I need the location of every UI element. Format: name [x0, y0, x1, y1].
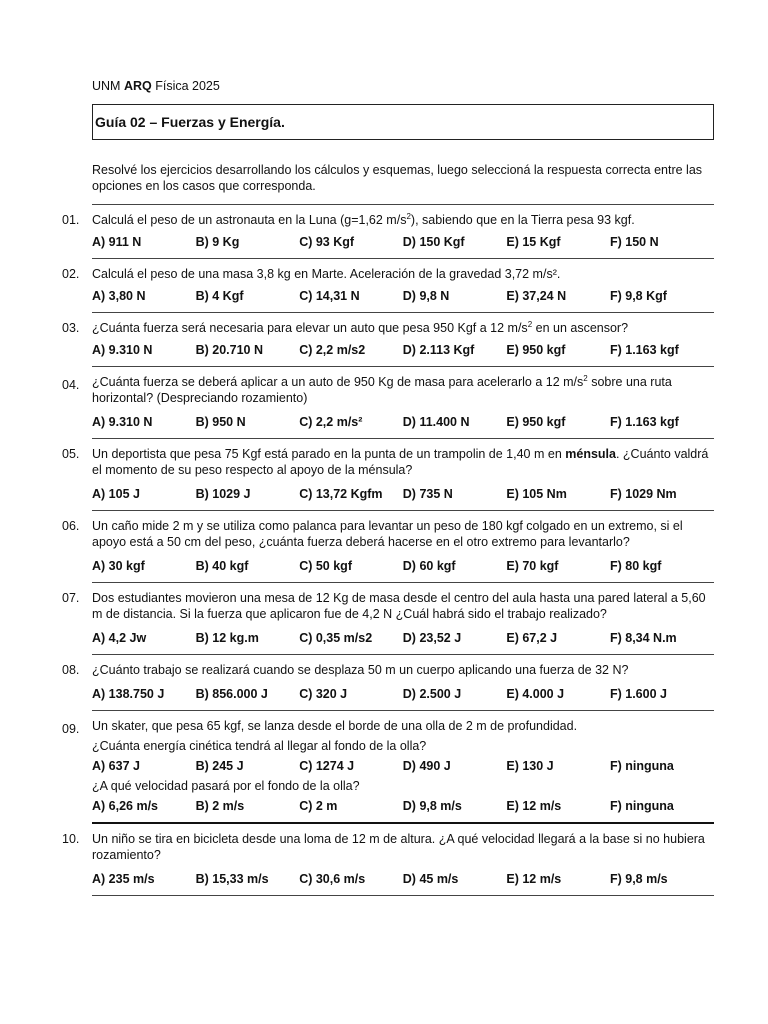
option-b: B) 20.710 N	[195, 343, 263, 357]
option-d: D) 2.500 J	[402, 687, 462, 701]
question-number: 03.	[62, 321, 80, 335]
option-e: E) 130 J	[506, 759, 554, 773]
answer-options	[92, 758, 714, 774]
option-d: D) 150 Kgf	[402, 235, 465, 249]
option-d: D) 9,8 N	[402, 289, 450, 303]
question-number: 05.	[62, 447, 80, 461]
option-e: E) 70 kgf	[506, 559, 559, 573]
question-04	[62, 366, 714, 438]
answer-options	[92, 630, 714, 646]
question-number: 06.	[62, 519, 80, 533]
option-c: C) 0,35 m/s2	[299, 631, 373, 645]
option-d: D) 23,52 J	[402, 631, 462, 645]
question-05	[62, 438, 714, 510]
option-e: E) 4.000 J	[506, 687, 565, 701]
option-b: B) 4 Kgf	[195, 289, 244, 303]
question-number: 02.	[62, 267, 80, 281]
question-text: ¿Cuánta fuerza se deberá aplicar a un auto de 950 Kg de masa para acelerarlo a 12 $m/s^2$ sobre una ruta horizontal? (Despreciando rozamiento)	[92, 373, 672, 405]
option-f: F) 8,34 N.m	[609, 631, 677, 645]
option-f: F) ninguna	[609, 759, 674, 773]
option-e: E) 37,24 N	[506, 289, 567, 303]
question-text: Dos estudiantes movieron una mesa de 12 Kg de masa desde el centro del aula hasta una pared lateral a 5,60 m de distancia. Si la fuerza que aplicaron fue de 4,2 N ¿Cuál habrá sido el trabajo realizado?	[92, 591, 706, 621]
option-f: F) 1.600 J	[609, 687, 667, 701]
question-text: ¿Cuánta fuerza será necesaria para elevar un auto que pesa 950 Kgf a 12 $m/s^2$ en un ascensor?	[92, 319, 629, 335]
option-f: F) 80 kgf	[609, 559, 662, 573]
answer-options	[92, 871, 714, 887]
option-d: D) 490 J	[402, 759, 451, 773]
option-d: D) 2.113 Kgf	[402, 343, 475, 357]
option-a: A) 138.750 J	[92, 687, 165, 701]
option-d: D) 11.400 N	[402, 415, 470, 429]
worksheet-page	[62, 78, 714, 896]
option-c: C) 50 kgf	[299, 559, 352, 573]
option-c: C) 2,2 m/s2	[299, 343, 366, 357]
question-text: Un caño mide 2 m y se utiliza como palanca para levantar un peso de 180 kgf colgado en un extremo, si el apoyo está a 50 cm del peso, ¿cuánta fuerza deberá hacerse en el otro extremo para levantarlo?	[92, 519, 683, 549]
option-c: C) 13,72 Kgfm	[299, 487, 383, 501]
answer-options	[92, 686, 714, 702]
option-a: A) 6,26 m/s	[92, 799, 159, 813]
option-b: B) 245 J	[195, 759, 244, 773]
option-b: B) 950 N	[195, 415, 246, 429]
option-e: E) 15 Kgf	[506, 235, 561, 249]
option-a: A) 3,80 N	[92, 289, 146, 303]
answer-options	[92, 558, 714, 574]
option-c: C) 2 m	[299, 799, 338, 813]
question-06	[62, 510, 714, 582]
option-b: B) 40 kgf	[195, 559, 249, 573]
option-a: A) 235 m/s	[92, 872, 155, 886]
answer-options	[92, 414, 714, 430]
option-d: D) 9,8 m/s	[402, 799, 462, 813]
option-c: C) 93 Kgf	[299, 235, 355, 249]
answer-options	[92, 342, 714, 358]
question-03	[62, 312, 714, 366]
question-number: 07.	[62, 591, 80, 605]
option-a: A) 911 N	[92, 235, 142, 249]
sub-question-2: ¿A qué velocidad pasará por el fondo de la olla?	[92, 779, 360, 793]
option-a: A) 105 J	[92, 487, 140, 501]
option-b: B) 2 m/s	[195, 799, 245, 813]
question-text: ¿Cuánto trabajo se realizará cuando se desplaza 50 m un cuerpo aplicando una fuerza de 32 N?	[92, 663, 629, 677]
option-e: E) 12 m/s	[506, 799, 562, 813]
question-number: 08.	[62, 663, 80, 677]
option-f: F) ninguna	[609, 799, 674, 813]
option-b: B) 9 Kg	[195, 235, 240, 249]
question-02	[62, 258, 714, 312]
question-number: 01.	[62, 213, 80, 227]
option-a: A) 9.310 N	[92, 415, 153, 429]
question-text: Un deportista que pesa 75 Kgf está parado en la punta de un trampolin de 1,40 m en ménsula. ¿Cuánto valdrá el momento de su peso respecto al apoyo de la ménsula?	[92, 447, 709, 477]
option-b: B) 12 kg.m	[195, 631, 259, 645]
option-f: F) 150 N	[609, 235, 659, 249]
option-c: C) 2,2 m/s²	[299, 415, 363, 429]
question-text: Calculá el peso de una masa 3,8 kg en Marte. Aceleración de la gravedad 3,72 m/s².	[92, 267, 561, 281]
sub-question-1: ¿Cuánta energía cinética tendrá al llegar al fondo de la olla?	[92, 739, 427, 753]
option-e: E) 950 kgf	[506, 343, 566, 357]
option-f: F) 1.163 kgf	[609, 343, 679, 357]
option-c: C) 14,31 N	[299, 289, 360, 303]
option-d: D) 735 N	[402, 487, 453, 501]
answer-options-2	[92, 798, 714, 814]
option-f: F) 9,8 Kgf	[609, 289, 667, 303]
question-text: Calculá el peso de un astronauta en la Luna (g=1,62 $m/s^2$), sabiendo que en la Tierra pesa 93 kgf.	[92, 211, 635, 227]
question-number: 10.	[62, 832, 80, 846]
option-e: E) 12 m/s	[506, 872, 562, 886]
option-b: B) 15,33 m/s	[195, 872, 269, 886]
instructions: Resolvé los ejercicios desarrollando los cálculos y esquemas, luego seleccioná la respuesta correcta entre las opciones en los casos que corresponda.	[92, 163, 703, 193]
question-text: Un niño se tira en bicicleta desde una loma de 12 m de altura. ¿A qué velocidad llegará a la base si no hubiera rozamiento?	[92, 832, 705, 862]
option-d: D) 45 m/s	[402, 872, 459, 886]
option-e: E) 105 Nm	[506, 487, 567, 501]
question-01	[62, 204, 714, 258]
option-e: E) 67,2 J	[506, 631, 558, 645]
question-text: Un skater, que pesa 65 kgf, se lanza desde el borde de una olla de 2 m de profundidad.	[92, 719, 578, 733]
option-b: B) 1029 J	[195, 487, 251, 501]
option-a: A) 30 kgf	[92, 559, 145, 573]
guide-title: Guía 02 – Fuerzas y Energía.	[95, 114, 285, 130]
question-number: 04.	[62, 378, 80, 392]
option-c: C) 30,6 m/s	[299, 872, 366, 886]
option-a: A) 9.310 N	[92, 343, 153, 357]
guide-title-box	[92, 104, 714, 140]
option-c: C) 1274 J	[299, 759, 355, 773]
answer-options	[92, 234, 714, 250]
question-07	[62, 582, 714, 654]
option-f: F) 9,8 m/s	[609, 872, 668, 886]
option-a: A) 4,2 Jw	[92, 631, 147, 645]
option-e: E) 950 kgf	[506, 415, 566, 429]
option-d: D) 60 kgf	[402, 559, 456, 573]
course-header: UNM ARQ Física 2025	[92, 79, 220, 93]
option-c: C) 320 J	[299, 687, 348, 701]
question-09	[62, 710, 714, 822]
answer-options	[92, 288, 714, 304]
option-f: F) 1029 Nm	[609, 487, 677, 501]
question-10	[62, 822, 714, 896]
answer-options	[92, 486, 714, 502]
option-f: F) 1.163 kgf	[609, 415, 679, 429]
option-a: A) 637 J	[92, 759, 140, 773]
question-number: 09.	[62, 722, 80, 736]
question-08	[62, 654, 714, 710]
option-b: B) 856.000 J	[195, 687, 268, 701]
